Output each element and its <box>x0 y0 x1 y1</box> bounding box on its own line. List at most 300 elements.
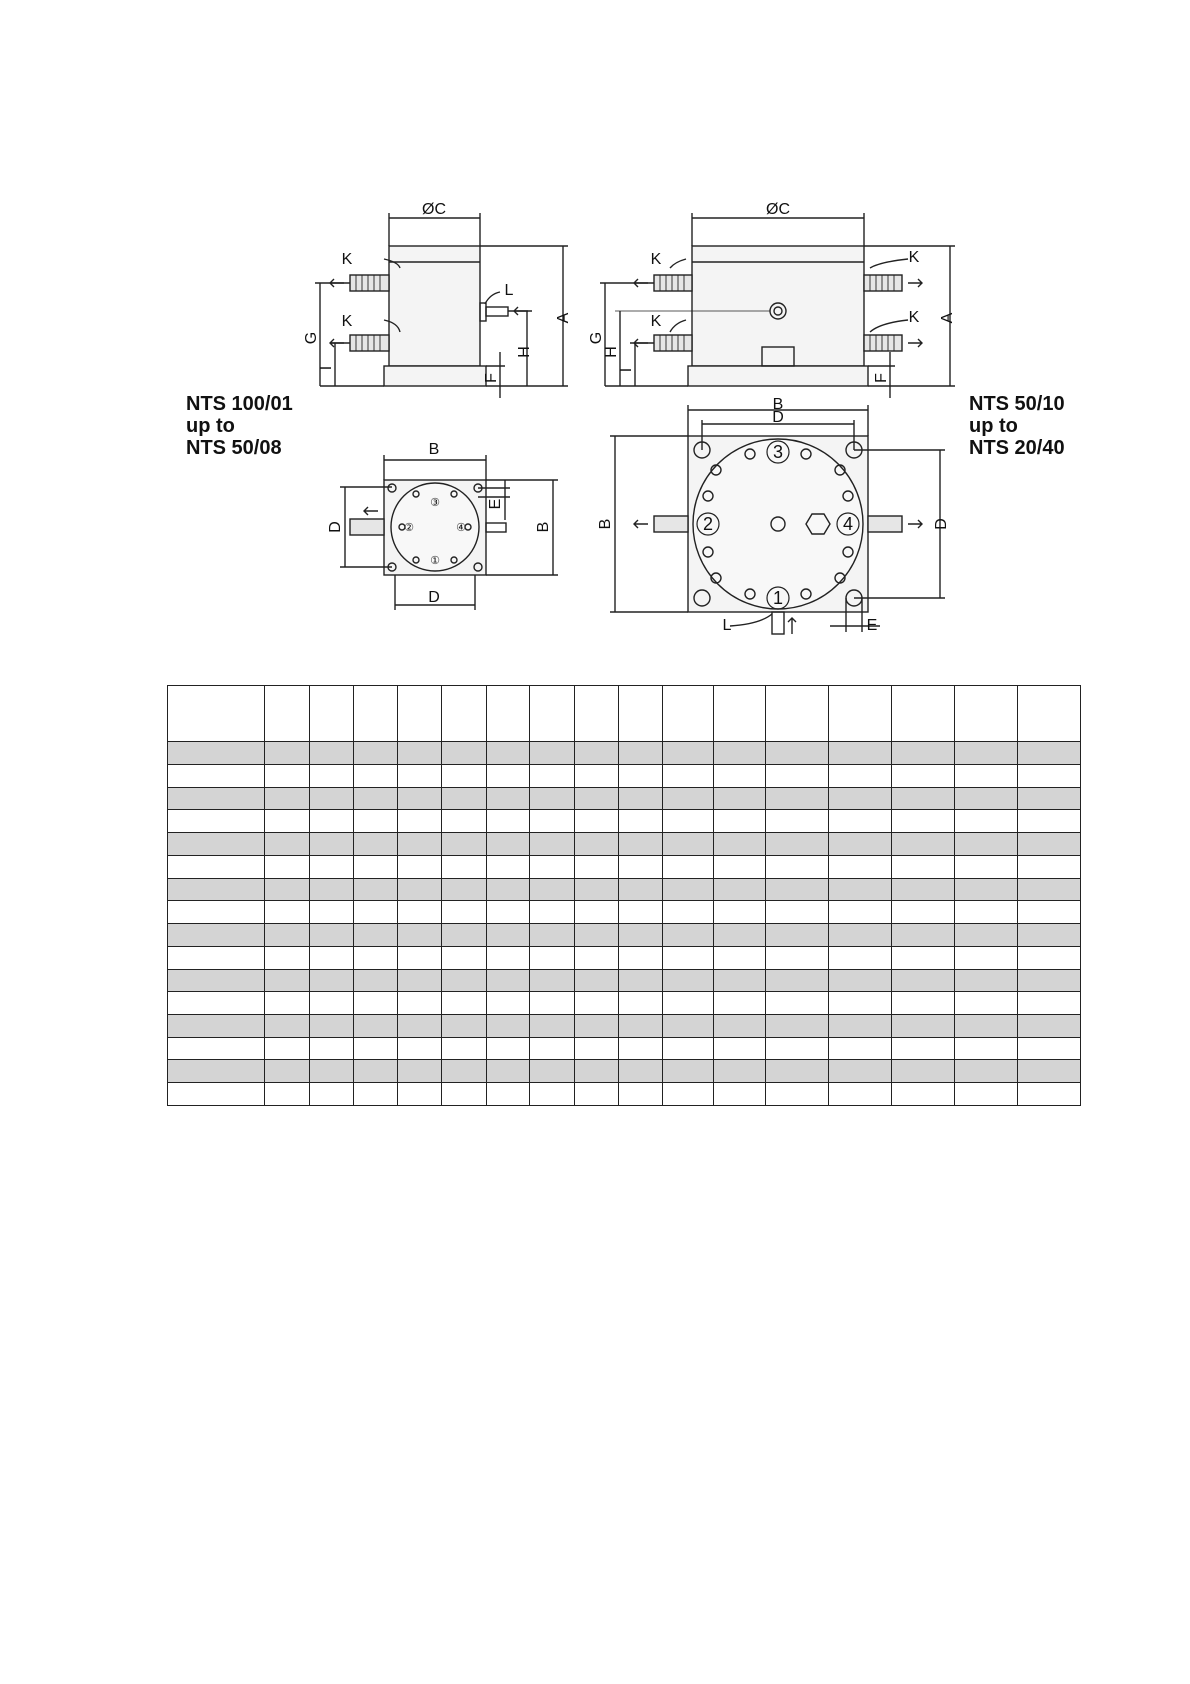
dim-label-d: D <box>772 409 784 426</box>
table-cell <box>441 1083 486 1106</box>
model-range-to: NTS 50/08 <box>186 437 282 459</box>
table-cell <box>397 878 441 901</box>
table-cell <box>486 924 530 947</box>
table-header-cell <box>619 686 663 742</box>
table-cell <box>662 855 713 878</box>
table-cell <box>530 878 575 901</box>
table-cell <box>530 833 575 856</box>
table-cell <box>954 742 1017 765</box>
table-cell <box>265 969 310 992</box>
table-cell <box>575 969 619 992</box>
table-header-cell <box>954 686 1017 742</box>
table-cell <box>441 1037 486 1060</box>
table-row <box>168 946 1081 969</box>
table-cell <box>354 810 398 833</box>
table-cell <box>954 969 1017 992</box>
table-header-cell <box>575 686 619 742</box>
table-cell <box>714 787 765 810</box>
table-cell <box>765 787 828 810</box>
table-cell <box>397 810 441 833</box>
dim-label-d: D <box>327 521 344 533</box>
table-cell <box>310 765 354 788</box>
table-cell <box>714 946 765 969</box>
table-cell <box>1017 1014 1080 1037</box>
table-cell <box>265 992 310 1015</box>
table-cell <box>265 765 310 788</box>
table-cell <box>619 901 663 924</box>
model-range-label-large <box>969 393 1065 459</box>
table-cell <box>575 742 619 765</box>
dim-label-dia-c: ØC <box>766 201 790 218</box>
table-cell <box>168 1060 265 1083</box>
table-cell <box>619 1083 663 1106</box>
table-cell <box>662 901 713 924</box>
dim-label-a: A <box>939 312 956 324</box>
table-cell <box>714 833 765 856</box>
table-cell <box>168 946 265 969</box>
table-cell <box>354 787 398 810</box>
table-cell <box>575 946 619 969</box>
table-cell <box>765 992 828 1015</box>
table-cell <box>662 924 713 947</box>
dim-label-k: K <box>650 313 662 330</box>
table-cell <box>1017 1083 1080 1106</box>
table-cell <box>1017 742 1080 765</box>
table-cell <box>441 765 486 788</box>
table-cell <box>310 1037 354 1060</box>
port-label-4: 4 <box>842 514 854 534</box>
table-row <box>168 855 1081 878</box>
table-row <box>168 924 1081 947</box>
table-cell <box>265 924 310 947</box>
table-cell <box>891 1014 954 1037</box>
table-cell <box>486 992 530 1015</box>
table-cell <box>354 969 398 992</box>
table-cell <box>1017 810 1080 833</box>
table-cell <box>662 810 713 833</box>
table-row <box>168 901 1081 924</box>
table-header-cell <box>441 686 486 742</box>
table-cell <box>486 765 530 788</box>
table-cell <box>441 924 486 947</box>
table-cell <box>168 1014 265 1037</box>
table-cell <box>891 1060 954 1083</box>
table-cell <box>310 969 354 992</box>
table-cell <box>619 855 663 878</box>
table-cell <box>441 1060 486 1083</box>
table-cell <box>662 1060 713 1083</box>
table-cell <box>310 901 354 924</box>
table-cell <box>486 1037 530 1060</box>
table-cell <box>662 833 713 856</box>
left-side-view <box>315 213 568 398</box>
table-cell <box>441 992 486 1015</box>
table-cell <box>828 742 891 765</box>
table-cell <box>397 787 441 810</box>
table-cell <box>765 901 828 924</box>
table-cell <box>397 901 441 924</box>
table-cell <box>354 765 398 788</box>
table-cell <box>1017 787 1080 810</box>
table-cell <box>168 1083 265 1106</box>
table-cell <box>441 855 486 878</box>
dim-label-e: E <box>487 498 504 510</box>
table-cell <box>662 1037 713 1060</box>
table-cell <box>354 946 398 969</box>
table-cell <box>310 810 354 833</box>
table-cell <box>765 924 828 947</box>
dim-label-k: K <box>341 251 353 268</box>
table-cell <box>168 924 265 947</box>
table-cell <box>954 765 1017 788</box>
right-side-view <box>600 213 955 398</box>
table-cell <box>397 1083 441 1106</box>
table-cell <box>530 787 575 810</box>
table-row <box>168 992 1081 1015</box>
table-cell <box>828 810 891 833</box>
table-cell <box>575 1083 619 1106</box>
table-cell <box>954 1037 1017 1060</box>
table-cell <box>828 924 891 947</box>
table-cell <box>619 1014 663 1037</box>
dim-label-k: K <box>908 249 920 266</box>
table-cell <box>310 833 354 856</box>
model-range-to: NTS 20/40 <box>969 437 1065 459</box>
table-cell <box>575 855 619 878</box>
port-label-1: 1 <box>772 588 784 608</box>
table-cell <box>765 1083 828 1106</box>
table-cell <box>530 1083 575 1106</box>
dim-label-b: B <box>772 396 784 413</box>
table-header-row <box>168 686 1081 742</box>
table-header-cell <box>397 686 441 742</box>
table-cell <box>575 833 619 856</box>
table-cell <box>1017 765 1080 788</box>
table-cell <box>714 742 765 765</box>
table-cell <box>575 992 619 1015</box>
table-header-cell <box>1017 686 1080 742</box>
dim-label-h: H <box>603 346 620 358</box>
technical-drawing <box>0 0 1190 680</box>
table-cell <box>310 855 354 878</box>
table-cell <box>662 969 713 992</box>
table-cell <box>619 969 663 992</box>
table-header-cell <box>530 686 575 742</box>
table-cell <box>265 855 310 878</box>
table-cell <box>265 1014 310 1037</box>
table-cell <box>662 765 713 788</box>
table-cell <box>1017 901 1080 924</box>
table-cell <box>486 810 530 833</box>
table-cell <box>828 855 891 878</box>
table-cell <box>310 1014 354 1037</box>
table-cell <box>954 878 1017 901</box>
table-cell <box>354 1083 398 1106</box>
table-cell <box>954 787 1017 810</box>
table-cell <box>265 946 310 969</box>
table-cell <box>575 1014 619 1037</box>
table-cell <box>354 742 398 765</box>
table-header-cell <box>265 686 310 742</box>
table-cell <box>265 1083 310 1106</box>
table-cell <box>662 946 713 969</box>
table-cell <box>168 833 265 856</box>
table-cell <box>265 742 310 765</box>
table-cell <box>828 1014 891 1037</box>
table-cell <box>828 787 891 810</box>
table-cell <box>765 969 828 992</box>
table-row <box>168 810 1081 833</box>
table-cell <box>619 787 663 810</box>
table-cell <box>168 969 265 992</box>
table-cell <box>828 1037 891 1060</box>
model-range-from: NTS 100/01 <box>186 393 293 415</box>
table-cell <box>662 1083 713 1106</box>
table-cell <box>441 878 486 901</box>
table-cell <box>575 810 619 833</box>
table-cell <box>891 742 954 765</box>
dim-label-l: L <box>504 282 514 299</box>
table-cell <box>486 1060 530 1083</box>
table-cell <box>891 969 954 992</box>
table-cell <box>765 765 828 788</box>
model-range-up-to: up to <box>969 415 1018 437</box>
table-cell <box>168 765 265 788</box>
table-cell <box>354 992 398 1015</box>
table-cell <box>397 765 441 788</box>
table-cell <box>619 924 663 947</box>
table-cell <box>714 969 765 992</box>
dim-label-e: E <box>866 617 878 634</box>
table-cell <box>1017 833 1080 856</box>
table-cell <box>397 742 441 765</box>
table-cell <box>397 1037 441 1060</box>
table-cell <box>530 1060 575 1083</box>
left-top-view <box>340 455 558 610</box>
table-cell <box>714 878 765 901</box>
table-cell <box>954 946 1017 969</box>
table-cell <box>530 810 575 833</box>
table-cell <box>1017 992 1080 1015</box>
table-cell <box>714 992 765 1015</box>
table-cell <box>954 810 1017 833</box>
port-label-3: ③ <box>430 497 440 509</box>
table-cell <box>662 742 713 765</box>
dim-label-dia-c: ØC <box>422 201 446 218</box>
table-cell <box>310 1060 354 1083</box>
table-cell <box>828 1060 891 1083</box>
table-header-cell <box>354 686 398 742</box>
table-cell <box>575 901 619 924</box>
table-cell <box>354 878 398 901</box>
table-cell <box>168 901 265 924</box>
table-cell <box>397 833 441 856</box>
table-header-cell <box>891 686 954 742</box>
table-cell <box>397 992 441 1015</box>
port-label-1: ① <box>430 555 440 567</box>
model-range-from: NTS 50/10 <box>969 393 1065 415</box>
table-cell <box>619 1037 663 1060</box>
table-cell <box>530 969 575 992</box>
table-cell <box>828 969 891 992</box>
table-cell <box>891 1037 954 1060</box>
table-cell <box>441 1014 486 1037</box>
table-cell <box>765 810 828 833</box>
table-cell <box>828 946 891 969</box>
table-cell <box>354 1014 398 1037</box>
table-cell <box>354 1060 398 1083</box>
table-header-cell <box>310 686 354 742</box>
table-cell <box>714 765 765 788</box>
table-cell <box>891 901 954 924</box>
table-header-cell <box>765 686 828 742</box>
model-range-label-small <box>186 393 293 459</box>
table-cell <box>310 924 354 947</box>
dim-label-a: A <box>555 312 572 324</box>
table-cell <box>954 1060 1017 1083</box>
table-cell <box>168 878 265 901</box>
table-cell <box>575 787 619 810</box>
table-cell <box>441 833 486 856</box>
table-cell <box>714 855 765 878</box>
table-header-cell <box>486 686 530 742</box>
table-cell <box>765 1060 828 1083</box>
table-cell <box>168 855 265 878</box>
table-cell <box>1017 1060 1080 1083</box>
table-cell <box>575 924 619 947</box>
table-cell <box>714 1014 765 1037</box>
table-cell <box>619 810 663 833</box>
table-cell <box>310 946 354 969</box>
table-row <box>168 969 1081 992</box>
table-cell <box>891 833 954 856</box>
table-cell <box>714 1083 765 1106</box>
table-cell <box>828 765 891 788</box>
table-cell <box>1017 855 1080 878</box>
table-cell <box>486 1083 530 1106</box>
table-cell <box>310 742 354 765</box>
table-header-cell <box>828 686 891 742</box>
specification-table <box>167 685 1081 1106</box>
table-cell <box>954 924 1017 947</box>
table-cell <box>714 1037 765 1060</box>
table-cell <box>486 878 530 901</box>
table-row <box>168 878 1081 901</box>
table-cell <box>1017 924 1080 947</box>
table-cell <box>265 787 310 810</box>
table-cell <box>891 855 954 878</box>
table-cell <box>441 742 486 765</box>
table-cell <box>954 833 1017 856</box>
dim-label-b: B <box>597 518 614 530</box>
table-cell <box>441 810 486 833</box>
table-cell <box>891 946 954 969</box>
table-cell <box>530 901 575 924</box>
table-cell <box>530 765 575 788</box>
dim-label-d: D <box>933 518 950 530</box>
table-row <box>168 1037 1081 1060</box>
table-cell <box>765 1014 828 1037</box>
dim-label-g: G <box>588 331 605 345</box>
table-cell <box>397 946 441 969</box>
port-label-4: ④ <box>456 522 466 534</box>
table-row <box>168 1083 1081 1106</box>
dim-label-i: I <box>618 367 635 373</box>
table-row <box>168 765 1081 788</box>
table-cell <box>168 787 265 810</box>
table-cell <box>530 992 575 1015</box>
table-cell <box>891 992 954 1015</box>
dim-label-k: K <box>341 313 353 330</box>
table-cell <box>168 992 265 1015</box>
table-header-cell <box>714 686 765 742</box>
port-label-3: 3 <box>772 442 784 462</box>
dim-label-f: F <box>483 373 500 383</box>
table-cell <box>310 992 354 1015</box>
table-cell <box>765 855 828 878</box>
table-cell <box>441 946 486 969</box>
table-cell <box>354 924 398 947</box>
table-cell <box>486 855 530 878</box>
table-cell <box>486 833 530 856</box>
table-cell <box>310 878 354 901</box>
dim-label-i: I <box>318 365 335 371</box>
table-header-cell <box>168 686 265 742</box>
table-cell <box>714 810 765 833</box>
table-row <box>168 1014 1081 1037</box>
table-cell <box>954 1014 1017 1037</box>
dim-label-b: B <box>535 521 552 533</box>
table-cell <box>891 878 954 901</box>
table-cell <box>714 924 765 947</box>
table-cell <box>354 855 398 878</box>
table-cell <box>1017 946 1080 969</box>
table-cell <box>265 878 310 901</box>
table-cell <box>828 1083 891 1106</box>
dim-label-h: H <box>516 346 533 358</box>
table-cell <box>765 946 828 969</box>
table-cell <box>397 969 441 992</box>
table-cell <box>265 833 310 856</box>
table-row <box>168 787 1081 810</box>
table-cell <box>397 1060 441 1083</box>
dim-label-g: G <box>303 331 320 345</box>
table-cell <box>891 1083 954 1106</box>
table-cell <box>828 992 891 1015</box>
table-cell <box>891 810 954 833</box>
table-cell <box>486 946 530 969</box>
table-cell <box>486 742 530 765</box>
table-cell <box>954 1083 1017 1106</box>
table-cell <box>397 924 441 947</box>
dim-label-k: K <box>908 309 920 326</box>
table-cell <box>765 878 828 901</box>
table-cell <box>765 742 828 765</box>
table-cell <box>828 901 891 924</box>
table-cell <box>891 787 954 810</box>
table-cell <box>265 810 310 833</box>
table-cell <box>441 901 486 924</box>
table-cell <box>265 901 310 924</box>
table-cell <box>662 1014 713 1037</box>
dim-label-b: B <box>428 441 440 458</box>
table-cell <box>891 765 954 788</box>
dim-label-l: L <box>722 617 732 634</box>
table-cell <box>619 765 663 788</box>
table-cell <box>168 742 265 765</box>
table-cell <box>619 946 663 969</box>
table-cell <box>530 924 575 947</box>
